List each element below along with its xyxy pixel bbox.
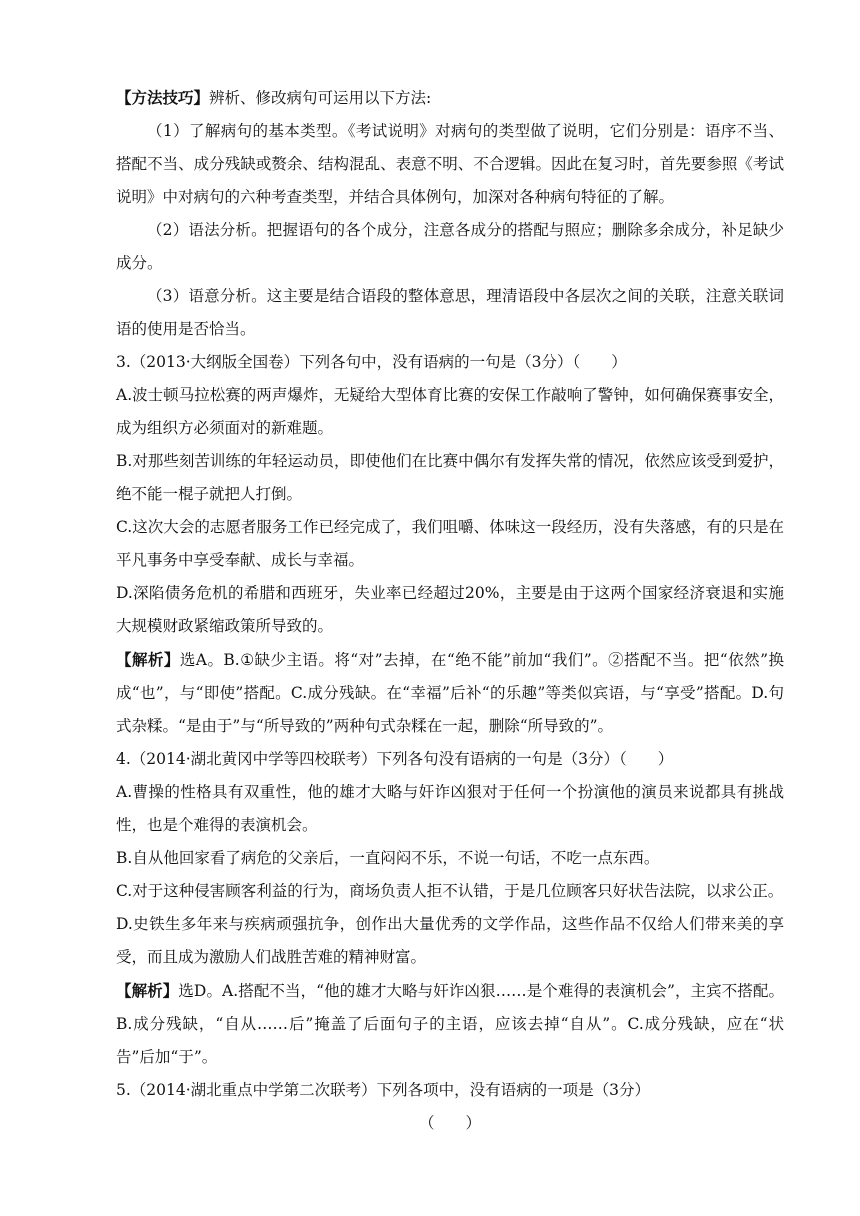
document-content [116,81,784,1140]
method-title: 【方法技巧】 [116,88,210,107]
analysis-text: 选D。A.搭配不当，“他的雄才大略与奸诈凶狠……是个难得的表演机会”，主宾不搭配。B.成分残缺，“自从……后”掩盖了后面句子的主语，应该去掉“自从”。C.成分残缺，应在“状告”后加“于”。 [116,982,784,1066]
question-4-option-a: A.曹操的性格具有双重性，他的雄才大略与奸诈凶狠对于任何一个扮演他的演员来说都具有挑战性，也是个难得的表演机会。 [116,783,784,834]
question-3-option-b: B.对那些刻苦训练的年轻运动员，即使他们在比赛中偶尔有发挥失常的情况，依然应该受到爱护，绝不能一棍子就把人打倒。 [116,452,784,503]
question-3-stem: 3.（2013·大纲版全国卷）下列各句中，没有语病的一句是（3分）（ ） [116,353,627,371]
analysis-label: 【解析】 [116,650,180,669]
method-step-3: （3）语意分析。这主要是结合语段的整体意思，理清语段中各层次之间的关联，注意关联词语的使用是否恰当。 [116,287,784,338]
question-4-stem: 4.（2014·湖北黄冈中学等四校联考）下列各句没有语病的一句是（3分）（ ） [116,750,674,768]
method-heading [116,81,784,115]
question-4-analysis [116,974,784,1074]
question-3-option-d: D.深陷债务危机的希腊和西班牙，失业率已经超过20%，主要是由于这两个国家经济衰退和实施大规模财政紧缩政策所导致的。 [116,584,784,635]
method-step-2: （2）语法分析。把握语句的各个成分，注意各成分的搭配与照应；删除多余成分，补足缺少成分。 [116,221,784,272]
method-intro: 辨析、修改病句可运用以下方法: [209,89,432,107]
question-4-option-c: C.对于这种侵害顾客利益的行为，商场负责人拒不认错，于是几位顾客只好状告法院，以求公正。 [116,882,784,900]
analysis-text: 选A。B.①缺少主语。将“对”去掉，在“绝不能”前加“我们”。②搭配不当。把“依然”换成“也”，与“即使”搭配。C.成分残缺。在“幸福”后补“的乐趣”等类似宾语，与“享受”搭配。D.句式杂糅。“是由于”与“所导致的”两种句式杂糅在一起，删除“所导致的”。 [116,651,784,735]
question-3-option-c: C.这次大会的志愿者服务工作已经完成了，我们咀嚼、体味这一段经历，没有失落感，有的只是在平凡事务中享受奉献、成长与幸福。 [116,518,784,569]
method-step-1: （1）了解病句的基本类型。《考试说明》对病句的类型做了说明，它们分别是：语序不当、搭配不当、成分残缺或赘余、结构混乱、表意不明、不合逻辑。因此在复习时，首先要参照《考试说明》中对病句的六种考查类型，并结合具体例句，加深对各种病句特征的了解。 [116,122,784,206]
question-5-stem: 5.（2014·湖北重点中学第二次联考）下列各项中，没有语病的一项是（3分） [116,1081,651,1099]
question-4-option-b: B.自从他回家看了病危的父亲后，一直闷闷不乐，不说一句话，不吃一点东西。 [116,849,660,867]
question-5-answer-blank: （ ） [418,1114,481,1132]
question-3-option-a: A.波士顿马拉松赛的两声爆炸，无疑给大型体育比赛的安保工作敲响了警钟，如何确保赛事安全，成为组织方必须面对的新难题。 [116,386,784,437]
question-3-analysis [116,643,784,743]
question-4-option-d: D.史铁生多年来与疾病顽强抗争，创作出大量优秀的文学作品，这些作品不仅给人们带来美的享受，而且成为激励人们战胜苦难的精神财富。 [116,915,784,966]
analysis-label: 【解析】 [116,981,179,1000]
